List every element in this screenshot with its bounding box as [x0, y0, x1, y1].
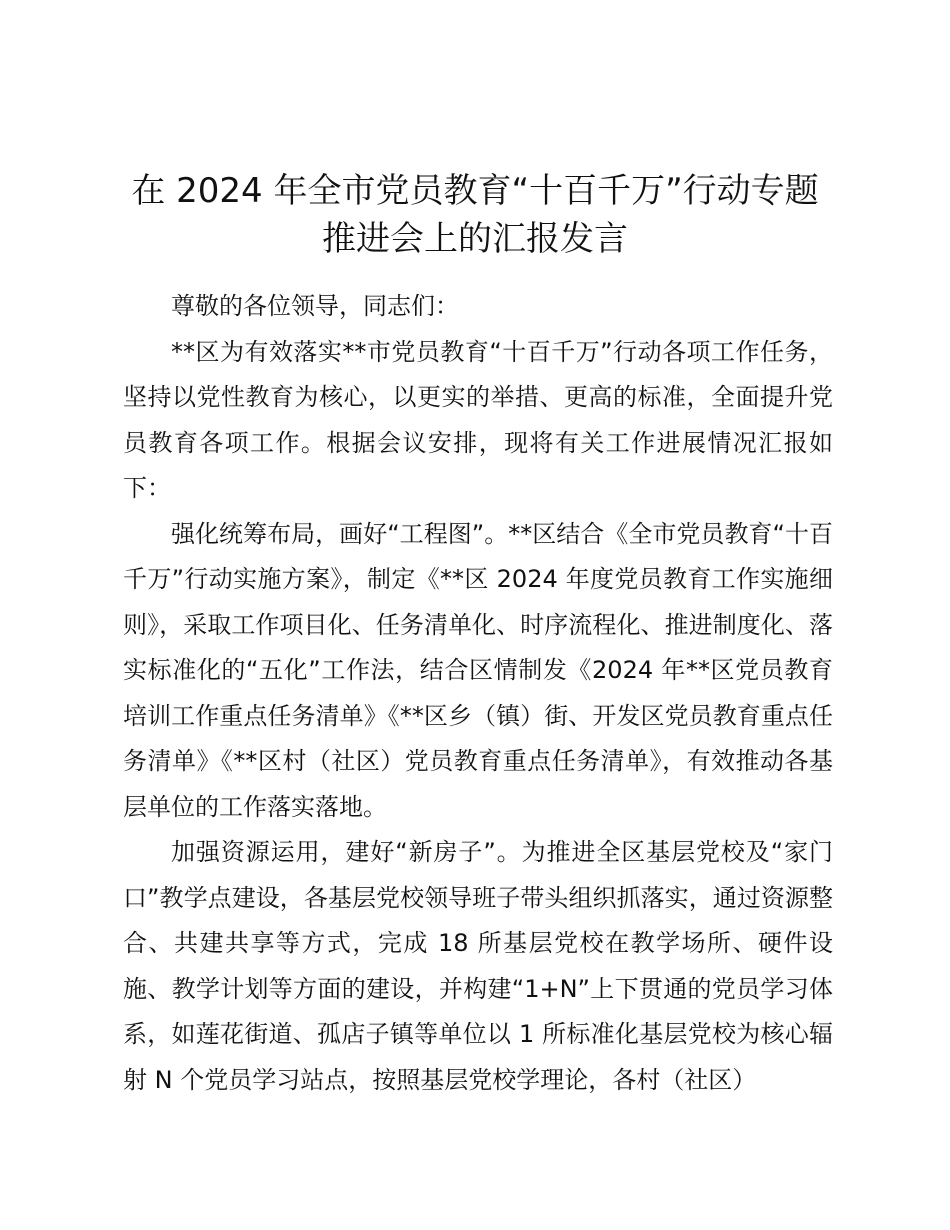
salutation: 尊敬的各位领导，同志们：: [171, 292, 459, 320]
document-body: [123, 284, 833, 1103]
section-paragraph-planning: 强化统筹布局，画好“工程图”。**区结合《全市党员教育“十百千万”行动实施方案》，制定《**区 2024 年度党员教育工作实施细则》，采取工作项目化、任务清单化、时序流程化、推进制度化、落实标准化的“五化”工作法，结合区情制发《2024 年**区党员教育培训工作重点任务清单》《**区乡（镇）街、开发区党员教育重点任务清单》《**区村（社区）党员教育重点任务清单》，有效推动各基层单位的工作落实落地。: [123, 519, 833, 821]
document-title-line-2: 推进会上的汇报发言: [322, 219, 628, 259]
document-title-line-1: 在 2024 年全市党员教育“十百千万”行动专题: [131, 171, 819, 211]
intro-paragraph: **区为有效落实**市党员教育“十百千万”行动各项工作任务，坚持以党性教育为核心，以更实的举措、更高的标准，全面提升党员教育各项工作。根据会议安排，现将有关工作进展情况汇报如下：: [123, 337, 833, 502]
section-paragraph-resources: 加强资源运用，建好“新房子”。为推进全区基层党校及“家门口”教学点建设，各基层党校领导班子带头组织抓落实，通过资源整合、共建共享等方式，完成 18 所基层党校在教学场所、硬件设施、教学计划等方面的建设，并构建“1+N”上下贯通的党员学习体系，如莲花街道、孤店子镇等单位以 1 所标准化基层党校为核心辐射 N 个党员学习站点，按照基层党校学理论，各村（社区）: [123, 838, 833, 1094]
